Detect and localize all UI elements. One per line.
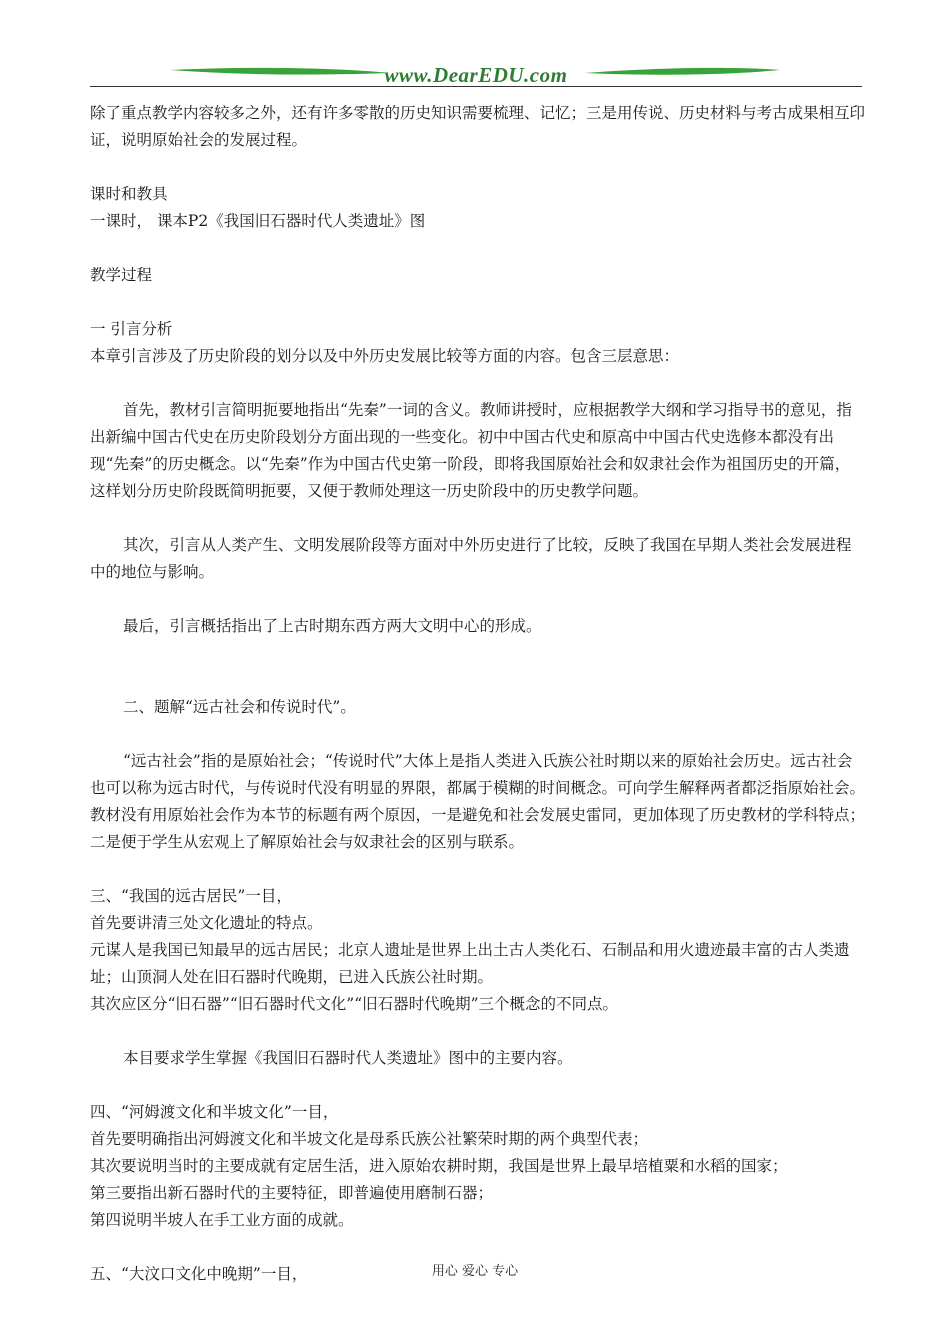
header-divider (90, 86, 862, 87)
paragraph: 其次，引言从人类产生、文明发展阶段等方面对中外历史进行了比较，反映了我国在早期人类社会发展进程中的地位与影响。 (90, 536, 852, 581)
paragraph: 其次要说明当时的主要成就有定居生活，进入原始农耕时期，我国是世界上最早培植粟和水稻的国家； (90, 1157, 788, 1175)
page-footer: 用心 爱心 专心 (431, 1264, 519, 1279)
paragraph: 首先要明确指出河姆渡文化和半坡文化是母系氏族公社繁荣时期的两个典型代表； (90, 1130, 649, 1148)
paragraph: 最后，引言概括指出了上古时期东西方两大文明中心的形成。 (123, 617, 542, 635)
page-header (90, 60, 862, 90)
section-heading: 课时和教具 (90, 185, 168, 203)
site-logo: www.DearEDU.com (384, 63, 568, 87)
section-heading: 一 引言分析 (90, 320, 173, 338)
paragraph: 本章引言涉及了历史阶段的划分以及中外历史发展比较等方面的内容。包含三层意思： (90, 347, 680, 365)
section-heading: 二、题解“远古社会和传说时代”。 (123, 698, 356, 716)
section-heading: 四、“河姆渡文化和半坡文化”一目， (90, 1103, 339, 1121)
document-body (90, 100, 865, 1288)
paragraph: 一课时， 课本P2《我国旧石器时代人类遗址》图 (90, 212, 426, 230)
paragraph: 元谋人是我国已知最早的远古居民；北京人遗址是世界上出土古人类化石、石制品和用火遗迹最丰富的古人类遗址；山顶洞人处在旧石器时代晚期，已进入氏族公社时期。 (90, 941, 850, 986)
paragraph: 其次应区分“旧石器”“旧石器时代文化”“旧石器时代晚期”三个概念的不同点。 (90, 995, 619, 1013)
section-heading: 五、“大汶口文化中晚期”一目， (90, 1265, 308, 1283)
section-heading: 教学过程 (90, 266, 153, 284)
paragraph: 除了重点教学内容较多之外，还有许多零散的历史知识需要梳理、记忆；三是用传说、历史材料与考古成果相互印证，说明原始社会的发展过程。 (90, 104, 866, 149)
paragraph: 第四说明半坡人在手工业方面的成就。 (90, 1211, 354, 1229)
paragraph: 首先要讲清三处文化遗址的特点。 (90, 914, 323, 932)
paragraph: 本目要求学生掌握《我国旧石器时代人类遗址》图中的主要内容。 (123, 1049, 573, 1067)
paragraph: 第三要指出新石器时代的主要特征，即普遍使用磨制石器； (90, 1184, 494, 1202)
paragraph: 首先，教材引言简明扼要地指出“先秦”一词的含义。教师讲授时，应根据教学大纲和学习指导书的意见，指出新编中国古代史在历史阶段划分方面出现的一些变化。初中中国古代史和原高中中国古代史选修本都没有出现“先秦”的历史概念。以“先秦”作为中国古代史第一阶段，即将我国原始社会和奴隶社会作为祖国历史的开篇，这样划分历史阶段既简明扼要，又便于教师处理这一历史阶段中的历史教学问题。 (90, 401, 852, 500)
section-heading: 三、“我国的远古居民”一目， (90, 887, 292, 905)
paragraph: “远古社会”指的是原始社会；“传说时代”大体上是指人类进入氏族公社时期以来的原始社会历史。远古社会也可以称为远古时代，与传说时代没有明显的界限，都属于模糊的时间概念。可向学生解释两者都泛指原始社会。教材没有用原始社会作为本节的标题有两个原因，一是避免和社会发展史雷同，更加体现了历史教材的学科特点；二是便于学生从宏观上了解原始社会与奴隶社会的区别与联系。 (90, 752, 866, 851)
